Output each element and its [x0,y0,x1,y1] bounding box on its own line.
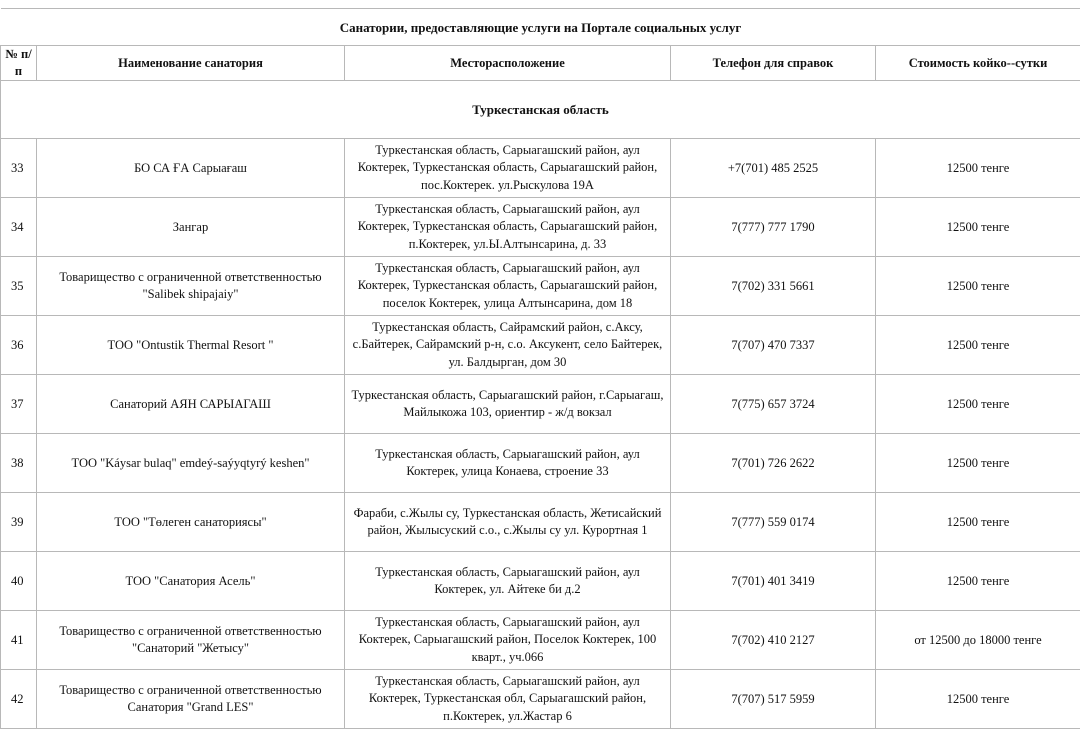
cell-name: Зангар [37,198,345,257]
cell-cost: 12500 тенге [876,257,1080,316]
cell-phone: 7(777) 777 1790 [671,198,876,257]
cell-name: Товарищество с ограниченной ответственностью Санатория "Grand LES" [37,670,345,729]
cell-name: Санаторий АЯН САРЫАГАШ [37,375,345,434]
cell-num: 38 [1,434,37,493]
cell-location: Туркестанская область, Сарыагашский район, аул Коктерек, Туркестанская область, Сарыагашский район, пос.Коктерек. ул.Рыскулова 19А [345,139,671,198]
cell-phone: 7(702) 410 2127 [671,611,876,670]
cell-location: Туркестанская область, Сарыагашский район, аул Коктерек, Сарыагашский район, Поселок Коктерек, 100 кварт., уч.066 [345,611,671,670]
cell-cost: от 12500 до 18000 тенге [876,611,1080,670]
table-row [1,139,1080,198]
document-sheet [0,8,1080,729]
cell-name: Товарищество с ограниченной ответственностью "Санаторий "Жетысу" [37,611,345,670]
table-row [1,552,1080,611]
cell-name: Товарищество с ограниченной ответственностью "Salibek shipajaiy" [37,257,345,316]
cell-cost: 12500 тенге [876,670,1080,729]
table-row [1,493,1080,552]
cell-location: Туркестанская область, Сарыагашский район, аул Коктерек, улица Конаева, строение 33 [345,434,671,493]
cell-phone: 7(702) 331 5661 [671,257,876,316]
cell-phone: 7(707) 517 5959 [671,670,876,729]
cell-cost: 12500 тенге [876,139,1080,198]
cell-cost: 12500 тенге [876,493,1080,552]
table-row [1,316,1080,375]
cell-location: Туркестанская область, Сарыагашский район, аул Коктерек, Туркестанская область, Сарыагашский район, п.Коктерек, ул.Ы.Алтынсарина, д. 33 [345,198,671,257]
cell-cost: 12500 тенге [876,316,1080,375]
cell-phone: +7(701) 485 2525 [671,139,876,198]
cell-num: 35 [1,257,37,316]
cell-name: ТОО "Ontustik Thermal Resort " [37,316,345,375]
table-row [1,198,1080,257]
cell-name: ТОО "Санатория Асель" [37,552,345,611]
header-phone: Телефон для справок [671,46,876,81]
cell-cost: 12500 тенге [876,434,1080,493]
header-cost: Стоимость койко--сутки [876,46,1080,81]
cell-num: 40 [1,552,37,611]
cell-name: ТОО "Төлеген санаториясы" [37,493,345,552]
cell-num: 36 [1,316,37,375]
table-row [1,257,1080,316]
cell-phone: 7(701) 726 2622 [671,434,876,493]
cell-num: 33 [1,139,37,198]
table-row [1,611,1080,670]
cell-num: 41 [1,611,37,670]
document-title: Санатории, предоставляющие услуги на Портале социальных услуг [1,9,1080,46]
cell-num: 39 [1,493,37,552]
cell-phone: 7(707) 470 7337 [671,316,876,375]
cell-location: Туркестанская область, Сарыагашский район, г.Сарыагаш, Майлыкожа 103, ориентир - ж/д вокзал [345,375,671,434]
cell-location: Фараби, с.Жылы су, Туркестанская область, Жетисайский район, Жылысуский с.о., с.Жылы су ул. Курортная 1 [345,493,671,552]
cell-cost: 12500 тенге [876,552,1080,611]
table-row [1,670,1080,729]
cell-name: ТОО "Káysar bulaq" emdeý-saýyqtyrý keshen" [37,434,345,493]
cell-cost: 12500 тенге [876,375,1080,434]
header-row [1,46,1080,81]
region-row [1,81,1080,139]
cell-phone: 7(777) 559 0174 [671,493,876,552]
cell-location: Туркестанская область, Сарыагашский район, аул Коктерек, ул. Айтеке би д.2 [345,552,671,611]
table-row [1,375,1080,434]
title-row [1,9,1080,46]
cell-phone: 7(775) 657 3724 [671,375,876,434]
cell-cost: 12500 тенге [876,198,1080,257]
cell-location: Туркестанская область, Сайрамский район, с.Аксу, с.Байтерек, Сайрамский р-н, с.о. Аксукент, село Байтерек, ул. Балдырган, дом 30 [345,316,671,375]
cell-phone: 7(701) 401 3419 [671,552,876,611]
header-name: Наименование санатория [37,46,345,81]
cell-location: Туркестанская область, Сарыагашский район, аул Коктерек, Туркестанская область, Сарыагашский район, поселок Коктерек, улица Алтынсарина, дом 18 [345,257,671,316]
region-title: Туркестанская область [1,81,1080,139]
table-row [1,434,1080,493]
cell-num: 34 [1,198,37,257]
header-num: № п/п [1,46,37,81]
cell-name: БО СА ҒА Сарыағаш [37,139,345,198]
sanatorium-table [0,8,1080,729]
cell-num: 42 [1,670,37,729]
cell-location: Туркестанская область, Сарыагашский район, аул Коктерек, Туркестанская обл, Сарыагашский район, п.Коктерек, ул.Жастар 6 [345,670,671,729]
header-location: Месторасположение [345,46,671,81]
cell-num: 37 [1,375,37,434]
